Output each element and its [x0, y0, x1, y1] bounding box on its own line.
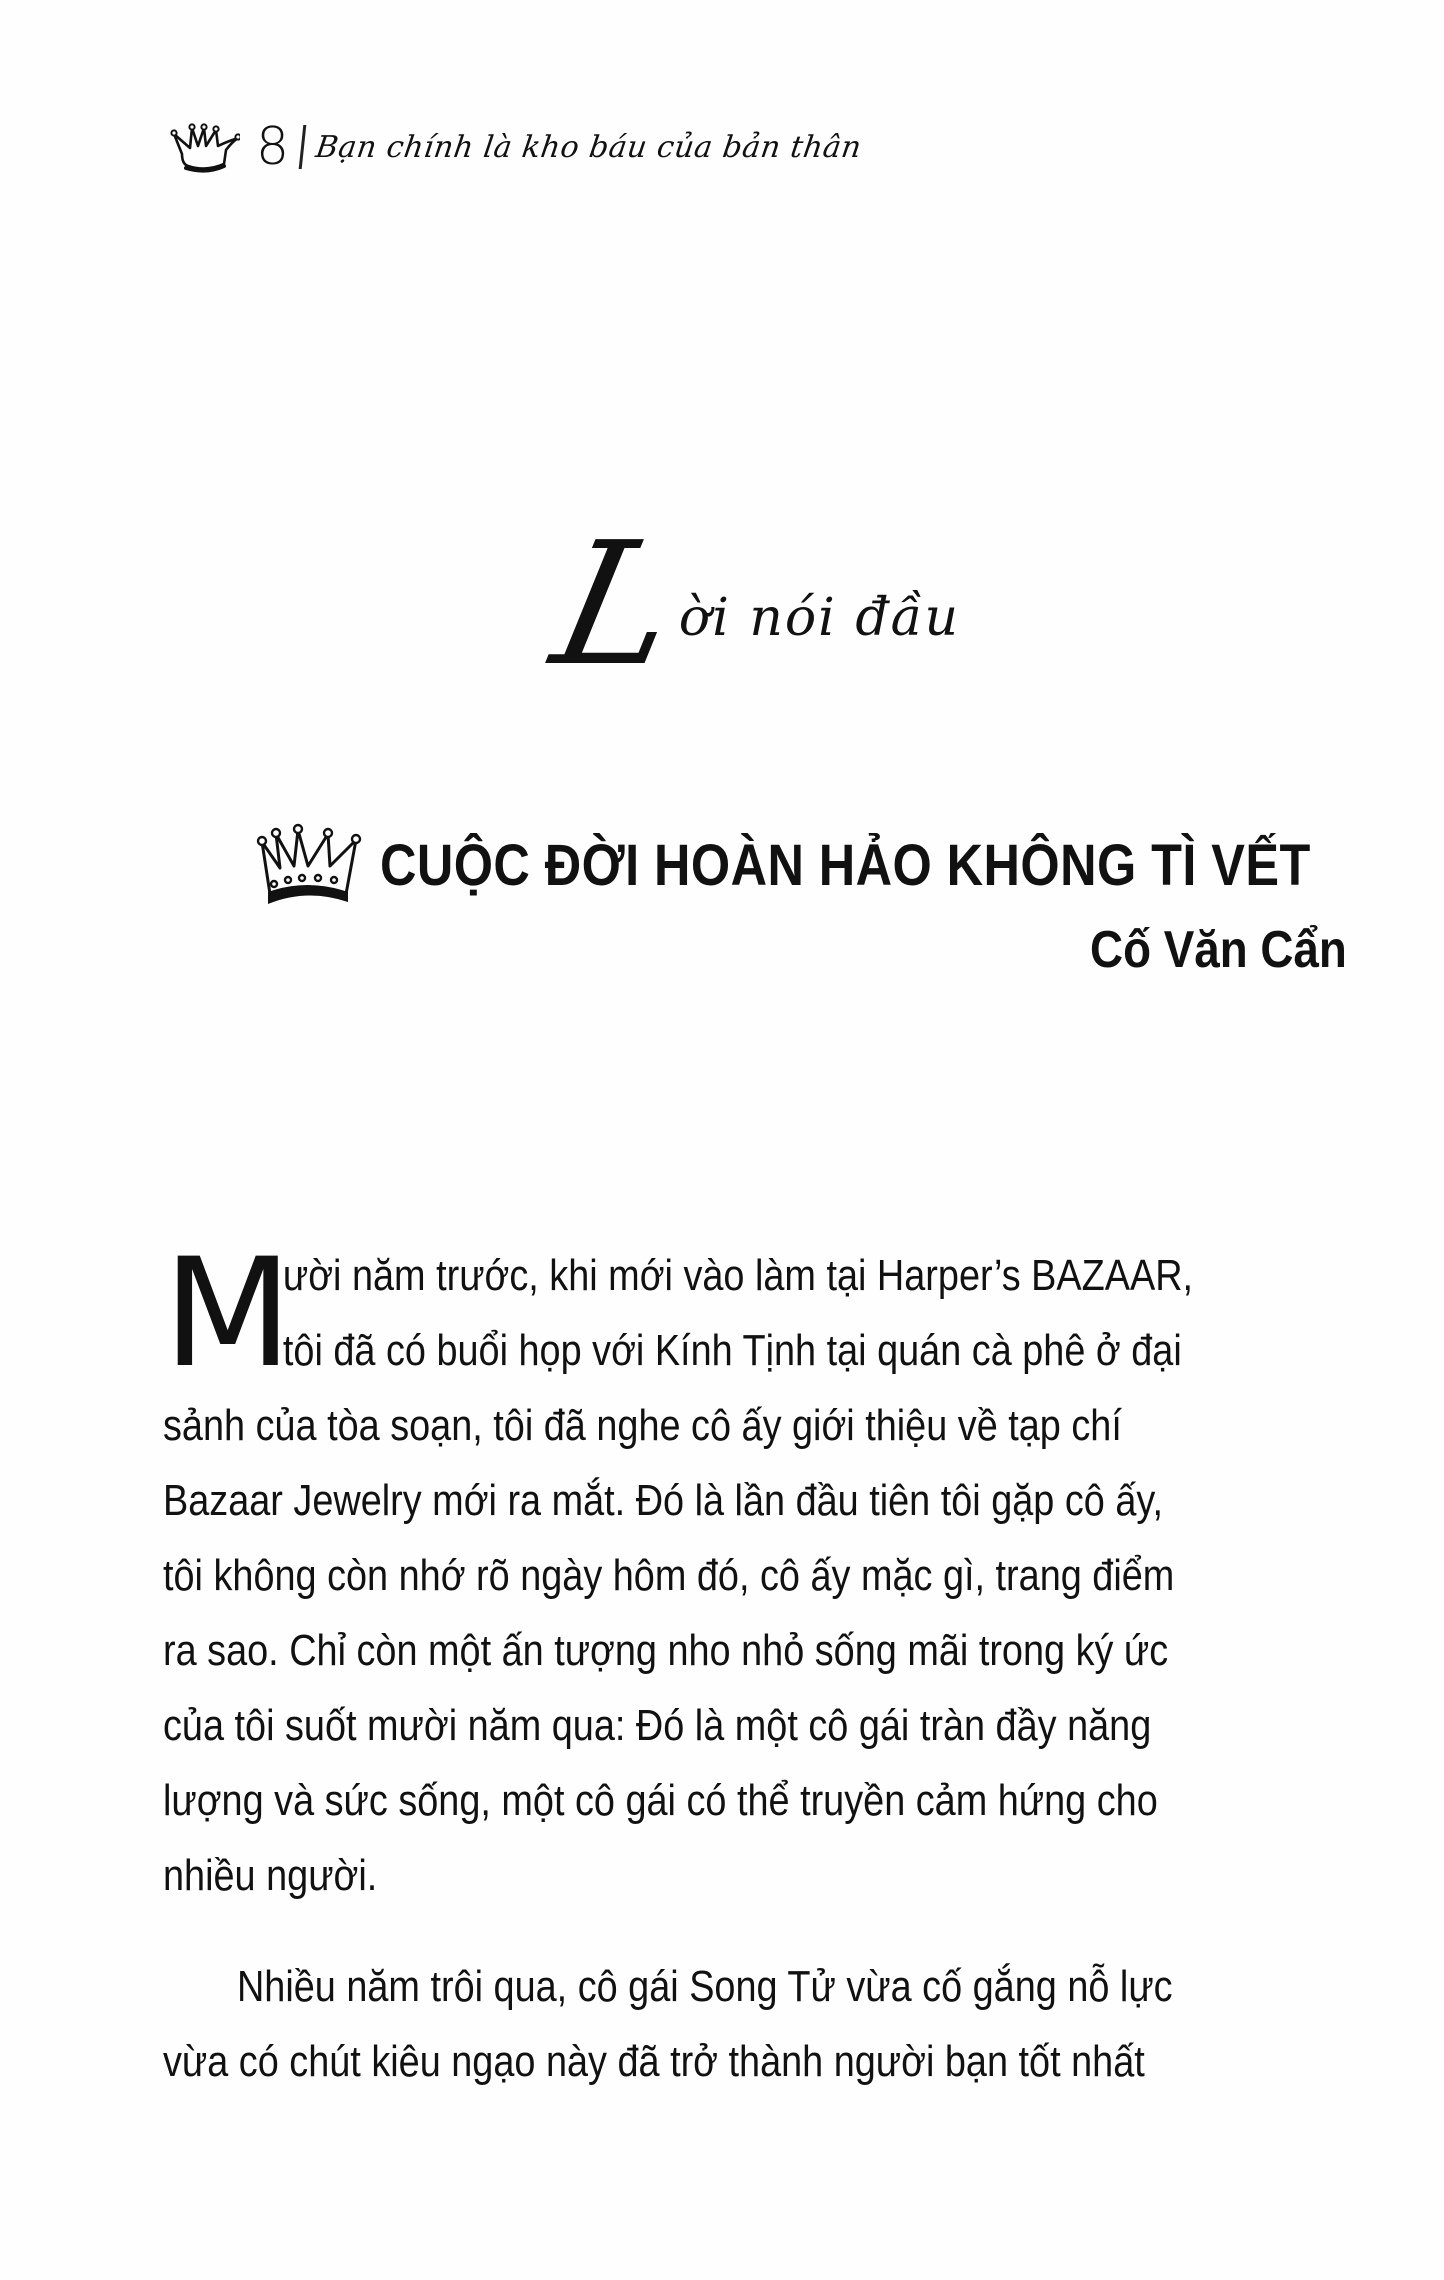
text-line: của tôi suốt mười năm qua: Đó là một cô gái tràn đầy năng [163, 1701, 1152, 1750]
text-line: vừa có chút kiêu ngạo này đã trở thành người bạn tốt nhất [163, 2037, 1145, 2086]
book-title: Bạn chính là kho báu của bản thân [313, 129, 864, 165]
text-line: ười năm trước, khi mới vào làm tại Harper’s BAZAAR, [282, 1251, 1194, 1300]
chapter-title [538, 506, 1020, 704]
paragraph-1 [163, 1227, 1353, 1913]
crown-icon [168, 120, 240, 174]
text-line: sảnh của tòa soạn, tôi đã nghe cô ấy giới thiệu về tạp chí [163, 1401, 1122, 1450]
section-heading-text: CUỘC ĐỜI HOÀN HẢO KHÔNG TÌ VẾT [380, 832, 1311, 898]
text-line: nhiều người. [163, 1851, 378, 1900]
drop-cap: M [163, 1227, 293, 1401]
body-text [163, 1227, 1353, 2099]
text-line: Nhiều năm trôi qua, cô gái Song Tử vừa cố gắng nỗ lực [236, 1962, 1173, 2011]
chapter-title-rest: ời nói đầu [678, 588, 960, 648]
paragraph-2 [163, 1949, 1353, 2099]
author-name: Cố Văn Cẩn [1090, 921, 1347, 979]
text-line: Bazaar Jewelry mới ra mắt. Đó là lần đầu tiên tôi gặp cô ấy, [163, 1476, 1164, 1525]
crown-icon [252, 822, 362, 908]
running-header [168, 112, 864, 182]
text-line: tôi không còn nhớ rõ ngày hôm đó, cô ấy mặc gì, trang điểm [163, 1551, 1175, 1600]
text-line: lượng và sức sống, một cô gái có thể truyền cảm hứng cho [163, 1776, 1158, 1825]
section-heading [252, 822, 1347, 908]
header-separator [299, 125, 307, 169]
text-line: tôi đã có buổi họp với Kính Tịnh tại quán cà phê ở đại [282, 1326, 1182, 1375]
page-number: 8 [256, 117, 292, 177]
text-line: ra sao. Chỉ còn một ấn tượng nho nhỏ sống mãi trong ký ức [163, 1626, 1169, 1675]
chapter-title-initial: L [538, 506, 694, 704]
